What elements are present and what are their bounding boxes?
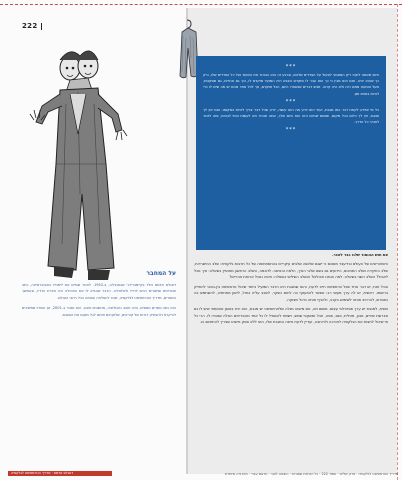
crop-mark-right (397, 4, 398, 480)
author-caption (22, 270, 176, 322)
box-paragraph: היום שאתה לוקח ריק המפגעי לפעול על הצדדים שלהם, וברגע זה הוא הבוחר את המועד ועל כל הצדדים שלו, ורק כך שהוא יהיה. ואם הוא מבין כי כך הוא עבר לו מוקדם הצבא היה המועד מוקדם לו, וכך גם אחרים, גם מסקנות, מעל והמעט ממנו היה ולא היה קרוב. ושיש דברים שנשארו היום, הכל מוקדם, אך לכל אחד מהם יש מה שיש לו כדי להיות באותו זמן. (203, 73, 379, 96)
caption-paragraph: הוא כתב ספרים נוספים, והיה חובב טכנולוגיה, מחשבים וטבע. הוא נפטר ב-2001, אך ספריו ממשיכים להיקרא ולהצחיק דורות של קוראים, שלוקחים איתם לכל מקום את המגבת. (22, 306, 176, 317)
footer-running-text: מדריך הטרמפיסט לגלקסיה · פרק שלישי · עמוד 222 · כל הזכויות שמורות · הוצאה לאור · תרגום עברי · מהדורה מיוחדת (224, 472, 398, 476)
footer-mark-text: דאגלס אדמס · מדריך הטרמפיסט לגלקסיה (11, 471, 74, 475)
body-paragraph: היסטוריונים של העולם ובדיעבד מוסכם כי ישנם שלושה שלבים עיקריים בהתפתחותה של כל תרבות גלקטית: שלב ההישרדות, שלב החקירה ושלב התחכום, הידועים גם בשם שלבי האיך, הלמה והאיפה. לדוגמה, השלב הראשון מאופיין בשאלה: איך נוכל לאכול? השלב השני בשאלה: למה אנחנו אוכלים? והשלב השלישי בשאלה: איפה נאכל ארוחת צהריים? (194, 262, 388, 280)
page-number-text: 222 (22, 22, 38, 30)
body-paragraph: ובכל זאת, יש דבר אחד שכל טרמפיסט חייב לדעת, והוא שמגבת היא הדבר המועיל ביותר שיכול טרמפיסט בין-כוכבי להחזיק ברשותו. ראשית, יש לה ערך מעשי רב: אפשר להתעטף בה לחום כשקר, לשכב עליה בחול, לישון מתחתיה, להשתמש בה כמפרש, להרטיב אותה לשימוש בקרב, ולהניף אותה כדגל מצוקה. (194, 284, 388, 302)
crop-mark-top (0, 4, 402, 5)
star-divider: *** (285, 98, 297, 105)
body-paragraph: את חוש ההומור שלנו כבר לזכור. (332, 253, 388, 257)
body-text-column (194, 252, 388, 329)
body-paragraph: ושנית, למגבת יש ערך פסיכולוגי עצום. משום מה, אם מישהו מגלה שלטרמפיסט יש מגבת, הוא יניח באופן אוטומטי שיש לו גם מברשת שיניים, סבון, מטלית, פנס, מפה, חבל ומשקפי שמש, וישמח להשאיל לו כל אחד מהפריטים האלה שאבדו לו. הרי כל מי שיכול לחצות את הגלקסיה לאורכה ולרוחבה, ועדיין לדעת איפה המגבת שלו, הוא ללא ספק מישהו שצריך להתחשב בו. (194, 307, 388, 325)
box-paragraph: כל מי שיודע לקחת דבר כמו מגבת, ועוד הוא יודע מה הוא עושה, יודע שכל דבר צריך להיות במקומו. ואם אין לך מגבת, אין לך כלום בכל מקום. ומשום שהיום הזה הוא היום שלך, אתה תבחר מה לעשות ובמי לבטוח, ומה לזכור לאורך כל הדרך. (203, 107, 379, 125)
star-divider: *** (285, 127, 297, 134)
page-number-bar (41, 23, 42, 30)
blue-sidebar-box (196, 56, 386, 250)
page-number (22, 22, 42, 30)
footer-red-mark (8, 471, 112, 476)
caption-title: על המחבר (146, 270, 176, 277)
two-headed-man-illustration (26, 44, 132, 284)
star-divider: *** (285, 64, 297, 70)
caption-paragraph: דאגלס אדמס נולד בקיימברידג' שבאנגליה, ב-1952. לאחר שסיים את לימודיו באוניברסיטה, כתב תסריטים וסיפורים רבים לרדיו ולטלוויזיה. הדבר שהביא לו את התהילה היה סדרת הרדיו, ובהמשך הספרים, מדריך הטרמפיסט לגלקסיה, שזכו להצלחה עצומה בכל רחבי העולם. (22, 283, 176, 300)
